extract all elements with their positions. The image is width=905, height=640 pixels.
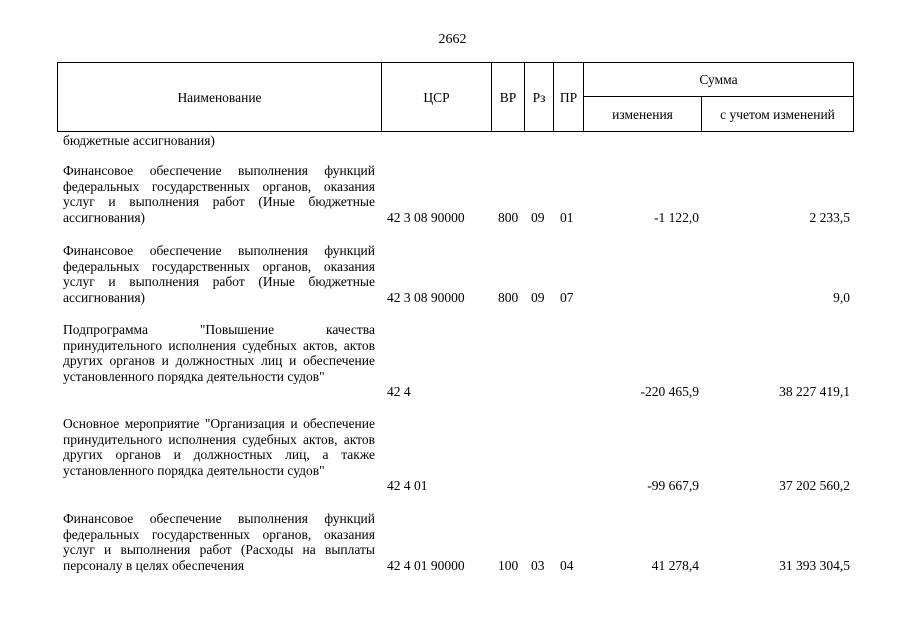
row-rz: 09 xyxy=(531,210,545,225)
row-pr: 04 xyxy=(560,558,574,573)
header-pr: ПР xyxy=(554,63,584,132)
row-change: 41 278,4 xyxy=(651,558,699,573)
row-csr: 42 4 xyxy=(387,384,411,399)
table-row xyxy=(57,160,853,240)
row-change: -99 667,9 xyxy=(647,478,699,493)
row-rz: 03 xyxy=(531,558,545,573)
header-change: изменения xyxy=(584,97,702,132)
header-csr: ЦСР xyxy=(382,63,492,132)
row-name: Основное мероприятие "Организация и обеспечение принудительного исполнения судебных актов, актов других органов и должностных лиц, а также установленного порядка деятельности судов" xyxy=(63,416,375,478)
row-total: 9,0 xyxy=(833,290,850,305)
row-vr: 100 xyxy=(498,558,519,573)
page-number: 2662 xyxy=(438,32,467,47)
row-total: 31 393 304,5 xyxy=(779,558,850,573)
row-csr: 42 4 01 xyxy=(387,478,428,493)
table-row xyxy=(57,413,853,508)
row-csr: 42 3 08 90000 xyxy=(387,210,465,225)
row-pr: 07 xyxy=(560,290,574,305)
continuation-text: бюджетные ассигнования) xyxy=(63,133,215,148)
header-sum: Сумма xyxy=(584,63,854,97)
row-total: 37 202 560,2 xyxy=(779,478,850,493)
row-vr: 800 xyxy=(498,290,519,305)
row-rz: 09 xyxy=(531,290,545,305)
table-body xyxy=(57,132,853,588)
table-row xyxy=(57,508,853,588)
header-total: с учетом изменений xyxy=(702,97,854,132)
row-csr: 42 3 08 90000 xyxy=(387,290,465,305)
continuation-row xyxy=(57,132,853,160)
row-name: Финансовое обеспечение выполнения функций федеральных государственных органов, оказания услуг и выполнения работ (Иные бюджетные ассигнования) xyxy=(63,243,375,305)
header-name: Наименование xyxy=(58,63,382,132)
header-vr: ВР xyxy=(492,63,525,132)
header-rz: Рз xyxy=(525,63,554,132)
row-name: Подпрограмма "Повышение качества принудительного исполнения судебных актов, актов других органов и должностных лиц и обеспечение установленного порядка деятельности судов" xyxy=(63,322,375,384)
table-row xyxy=(57,240,853,319)
table-header xyxy=(57,62,854,132)
row-name: Финансовое обеспечение выполнения функций федеральных государственных органов, оказания услуг и выполнения работ (Расходы на выплаты персоналу в целях обеспечения xyxy=(63,511,375,573)
row-vr: 800 xyxy=(498,210,519,225)
row-csr: 42 4 01 90000 xyxy=(387,558,465,573)
row-total: 38 227 419,1 xyxy=(779,384,850,399)
table-row xyxy=(57,319,853,413)
row-change: -1 122,0 xyxy=(654,210,699,225)
row-pr: 01 xyxy=(560,210,574,225)
row-name: Финансовое обеспечение выполнения функций федеральных государственных органов, оказания услуг и выполнения работ (Иные бюджетные ассигнования) xyxy=(63,163,375,225)
row-change: -220 465,9 xyxy=(640,384,699,399)
row-total: 2 233,5 xyxy=(809,210,850,225)
